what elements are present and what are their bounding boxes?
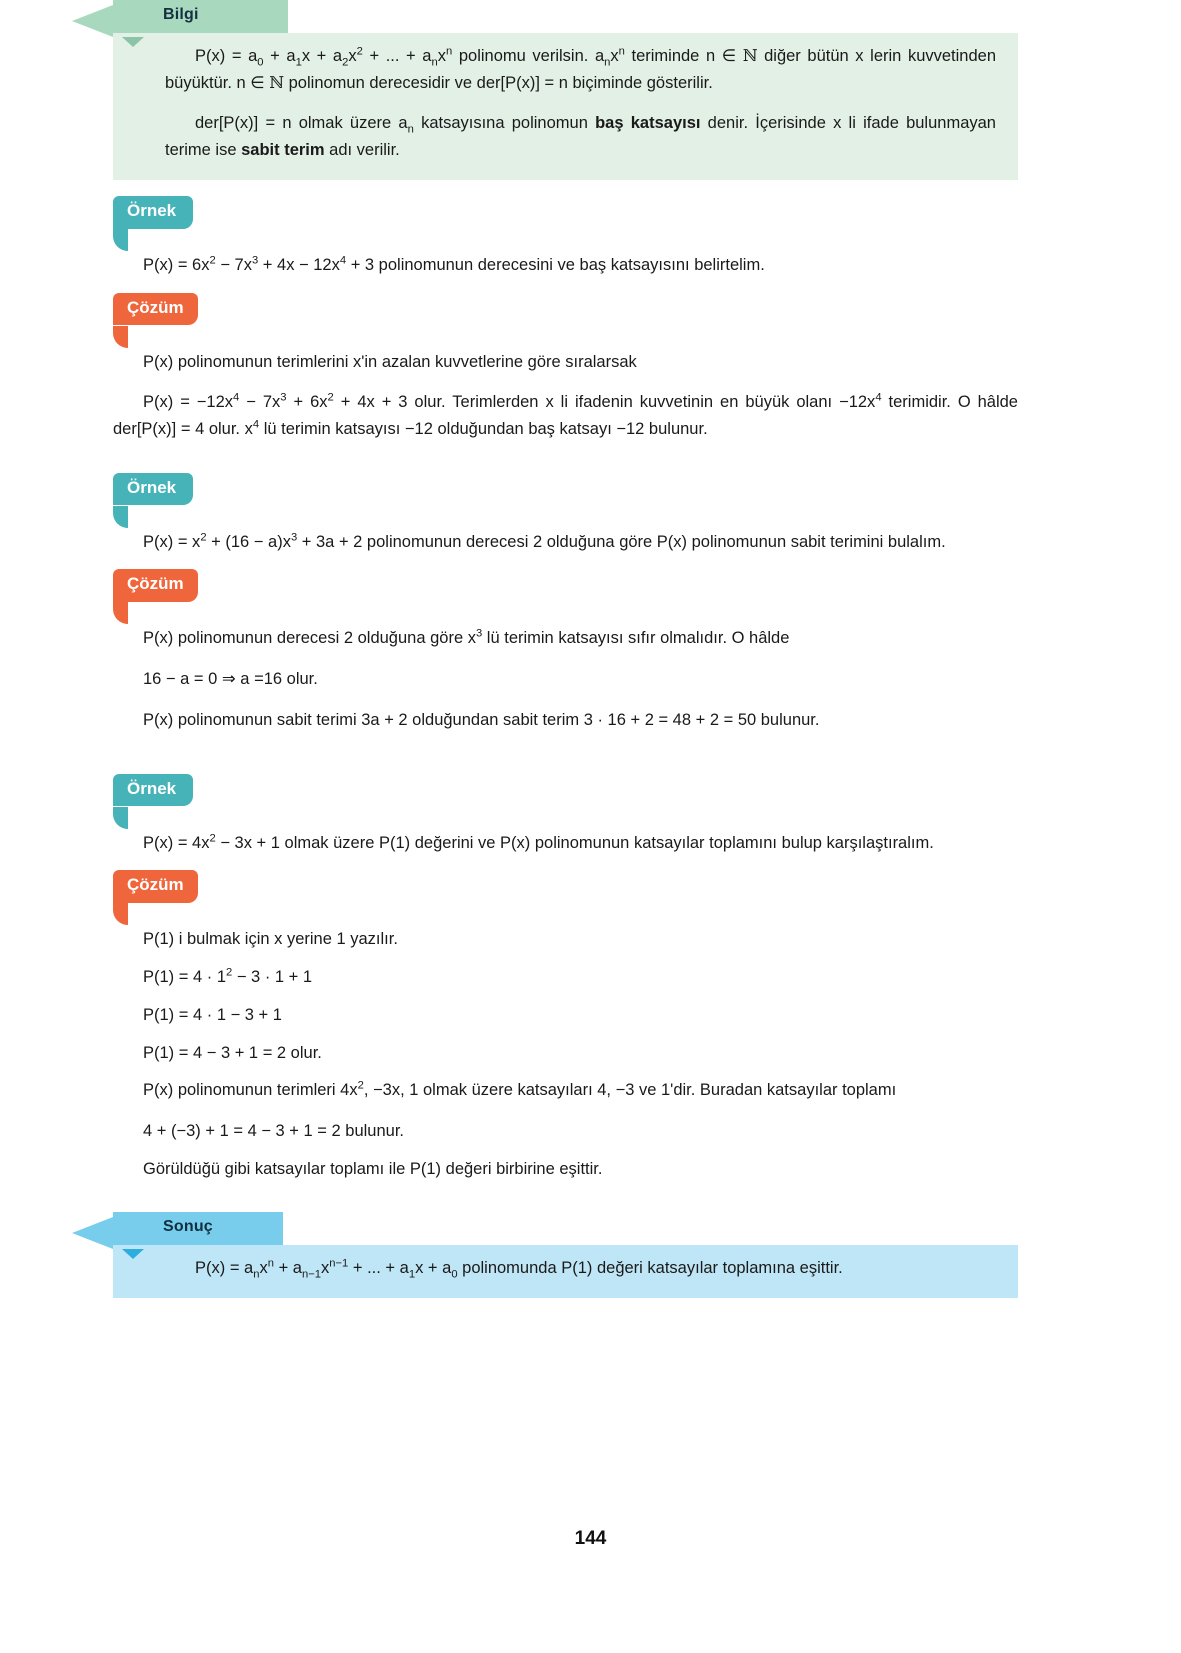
example-3-label: Örnek (113, 774, 193, 807)
solution-3-line-7: Görüldüğü gibi katsayılar toplamı ile P(1) değeri birbirine eşittir. (143, 1159, 603, 1178)
solution-2-line-2: 16 − a = 0 ⇒ a =16 olur. (143, 670, 318, 689)
ribbon-fold-icon (122, 1249, 144, 1259)
result-callout (113, 1212, 1018, 1298)
example-2-tag-wrap (113, 473, 1018, 529)
info-callout-label: Bilgi (163, 6, 199, 23)
solution-1-line-1: P(x) polinomunun terimlerini x'in azalan kuvvetlerine göre sıralarsak (143, 352, 637, 371)
tag-tail-icon (113, 229, 128, 251)
solution-3-line-6: 4 + (−3) + 1 = 4 − 3 + 1 = 2 bulunur. (143, 1121, 404, 1140)
example-3-question: $P(x) = 4x^2 - 3x + 1$ olmak üzere P(1) değerini ve P(x) polinomunun katsayılar toplamını bulup karşılaştıralım. (143, 832, 934, 852)
info-callout-body (113, 33, 1018, 180)
solution-2-line-1: P(x) polinomunun derecesi 2 olduğuna göre $x^3$ lü terimin katsayısı sıfır olmalıdır. O hâlde (143, 627, 790, 648)
tag-tail-icon (113, 807, 128, 829)
info-paragraph-2: der[P(x)] = n olmak üzere $a_n$ katsayısına polinomun baş katsayısı denir. İçerisinde x li ifade bulunmayan terime ise sabit terim adı verilir. (165, 114, 996, 160)
info-bold-term-1: baş katsayısı (595, 114, 701, 133)
tag-tail-icon (113, 326, 128, 348)
spacer (113, 457, 1018, 473)
ribbon-arrow-icon (72, 5, 113, 37)
solution-3-label: Çözüm (113, 870, 198, 903)
solution-3-line-2: $P(1) = 4 \cdot 1^2 - 3 \cdot 1 + 1$ (143, 966, 313, 987)
info-callout-tab (113, 0, 288, 33)
page-content (113, 0, 1018, 1298)
result-callout-body (113, 1245, 1018, 1298)
ribbon-arrow-icon (72, 1217, 113, 1249)
page-number: 144 (574, 1528, 607, 1549)
solution-1-label: Çözüm (113, 293, 198, 326)
solution-3-line-1: P(1) i bulmak için x yerine 1 yazılır. (143, 930, 398, 949)
solution-1-tag-wrap (113, 293, 1018, 349)
ribbon-fold-icon (122, 37, 144, 47)
solution-3-line-5: P(x) polinomunun terimleri $4x^2$, −3x, 1 olmak üzere katsayıları 4, −3 ve 1'dir. Buradan katsayılar toplamı (143, 1079, 897, 1100)
tag-tail-icon (113, 506, 128, 528)
spacer (113, 180, 1018, 196)
example-3-tag-wrap (113, 774, 1018, 830)
solution-3-line-4: P(1) = 4 − 3 + 1 = 2 olur. (143, 1043, 322, 1062)
example-1-tag-wrap (113, 196, 1018, 252)
info-bold-term-2: sabit terim (241, 141, 325, 160)
result-callout-label: Sonuç (163, 1218, 213, 1236)
info-paragraph-1: $P(x) = a_0 + a_1x + a_2x^2$ + ... + $a_nx^n$ polinomu verilsin. $a_nx^n$ teriminde n ∈ ℕ diğer bütün x lerin kuvvetinden büyüktür. n ∈ ℕ polinomun derecesidir ve der[P(x)] = n biçiminde gösterilir. (165, 45, 997, 92)
example-2-label: Örnek (113, 473, 193, 506)
solution-2-line-3: P(x) polinomunun sabit terimi 3a + 2 olduğundan sabit terim 3 · 16 + 2 = 48 + 2 = 50 bulunur. (143, 710, 820, 729)
solution-1-line-2: $P(x) = -12x^4 - 7x^3 + 6x^2 + 4x + 3$ olur. Terimlerden x li ifadenin kuvvetinin en büyük olanı $-12x^4$ terimidir. O hâlde der[P(x)] = 4 olur. $x^4$ lü terimin katsayısı −12 olduğundan baş katsayı −12 bulunur. (113, 391, 1018, 439)
spacer (113, 748, 1018, 774)
solution-3-tag-wrap (113, 870, 1018, 926)
info-callout (113, 0, 1018, 180)
spacer (113, 1196, 1018, 1212)
example-1-question: $P(x) = 6x^2 - 7x^3 + 4x - 12x^4 + 3$ polinomunun derecesini ve baş katsayısını belirtelim. (143, 254, 765, 274)
solution-3-line-3: P(1) = 4 · 1 − 3 + 1 (143, 1005, 282, 1024)
solution-2-tag-wrap (113, 569, 1018, 625)
result-callout-tab (113, 1212, 283, 1245)
result-text: $P(x) = a_nx^n + a_{n-1}x^{n-1}$ + ... + $a_1x + a_0$ polinomunda P(1) değeri katsayılar toplamına eşittir. (195, 1257, 843, 1281)
tag-tail-icon (113, 602, 128, 624)
example-1-label: Örnek (113, 196, 193, 229)
example-2-question: $P(x) = x^2 + (16 - a)x^3 + 3a + 2$ polinomunun derecesi 2 olduğuna göre P(x) polinomunun sabit terimini bulalım. (143, 531, 946, 551)
solution-2-label: Çözüm (113, 569, 198, 602)
tag-tail-icon (113, 903, 128, 925)
